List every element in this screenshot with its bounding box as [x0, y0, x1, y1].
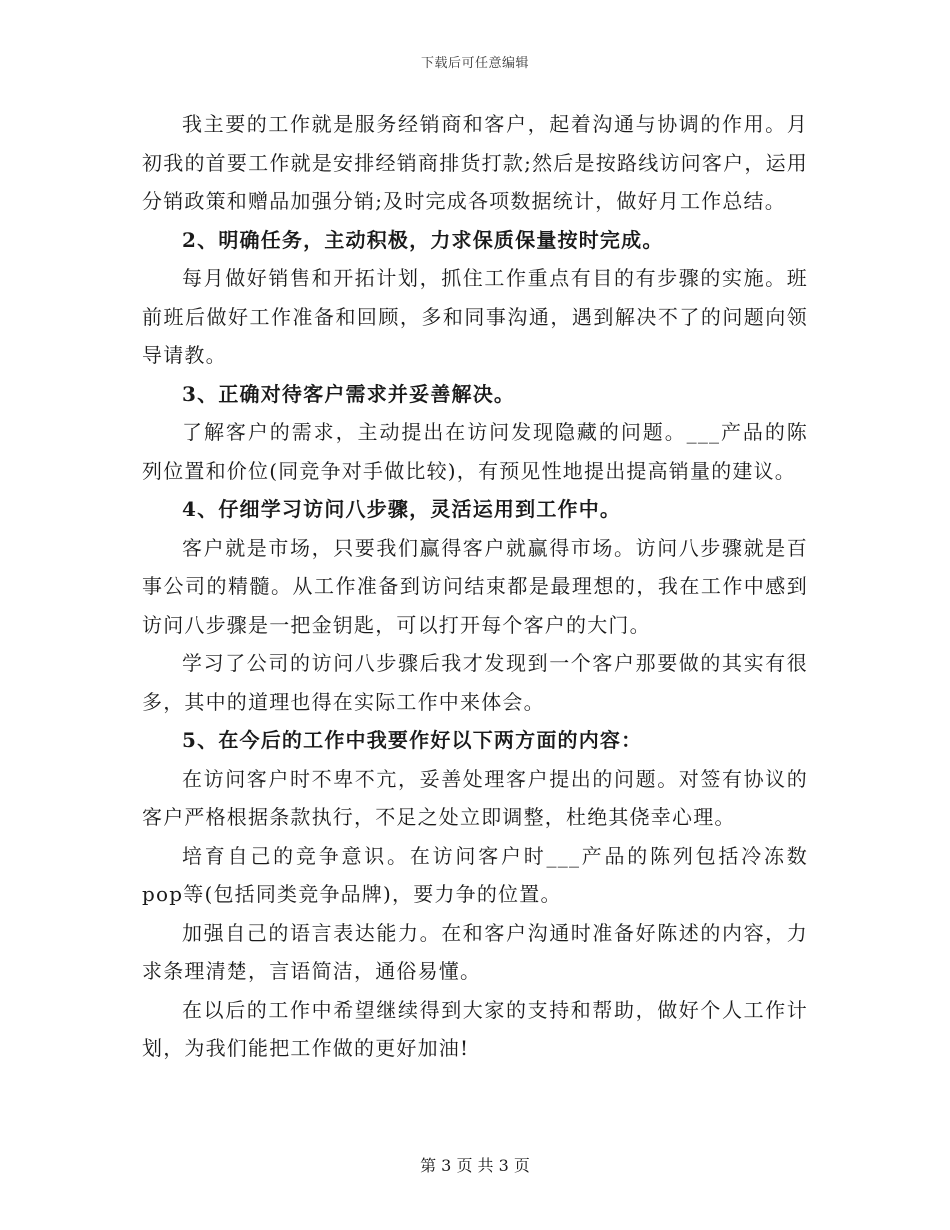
section-heading: 2、明确任务，主动积极，力求保质保量按时完成。	[182, 227, 664, 252]
paragraph: 加强自己的语言表达能力。在和客户沟通时准备好陈述的内容，力求条理清楚，言语简洁，通俗易懂。	[142, 920, 808, 983]
section-heading: 3、正确对待客户需求并妥善解决。	[182, 381, 516, 406]
document-body	[142, 105, 808, 1068]
section-heading: 5、在今后的工作中我要作好以下两方面的内容：	[182, 728, 643, 752]
paragraph: 学习了公司的访问八步骤后我才发现到一个客户那要做的其实有很多，其中的道理也得在实际工作中来体会。	[142, 651, 808, 714]
page-number: 第 3 页 共 3 页	[420, 1156, 530, 1175]
paragraph: 客户就是市场，只要我们赢得客户就赢得市场。访问八步骤就是百事公司的精髓。从工作准备到访问结束都是最理想的，我在工作中感到访问八步骤是一把金钥匙，可以打开每个客户的大门。	[142, 535, 808, 637]
paragraph: 我主要的工作就是服务经销商和客户，起着沟通与协调的作用。月初我的首要工作就是安排经销商排货打款;然后是按路线访问客户，运用分销政策和赠品加强分销;及时完成各项数据统计，做好月工作总结。	[142, 112, 808, 213]
paragraph: 培育自己的竞争意识。在访问客户时___产品的陈列包括冷冻数pop等(包括同类竞争品牌)，要力争的位置。	[142, 843, 808, 906]
paragraph: 在访问客户时不卑不亢，妥善处理客户提出的问题。对签有协议的客户严格根据条款执行，不足之处立即调整，杜绝其侥幸心理。	[142, 766, 808, 829]
page-header-note: 下载后可任意编辑	[420, 56, 529, 71]
section-heading: 4、仔细学习访问八步骤，灵活运用到工作中。	[182, 497, 622, 521]
paragraph: 了解客户的需求，主动提出在访问发现隐藏的问题。___产品的陈列位置和价位(同竞争对手做比较)，有预见性地提出提高销量的建议。	[142, 420, 808, 483]
paragraph: 每月做好销售和开拓计划，抓住工作重点有目的有步骤的实施。班前班后做好工作准备和回顾，多和同事沟通，遇到解决不了的问题向领导请教。	[142, 266, 808, 367]
paragraph: 在以后的工作中希望继续得到大家的支持和帮助，做好个人工作计划，为我们能把工作做的更好加油!	[142, 997, 808, 1060]
